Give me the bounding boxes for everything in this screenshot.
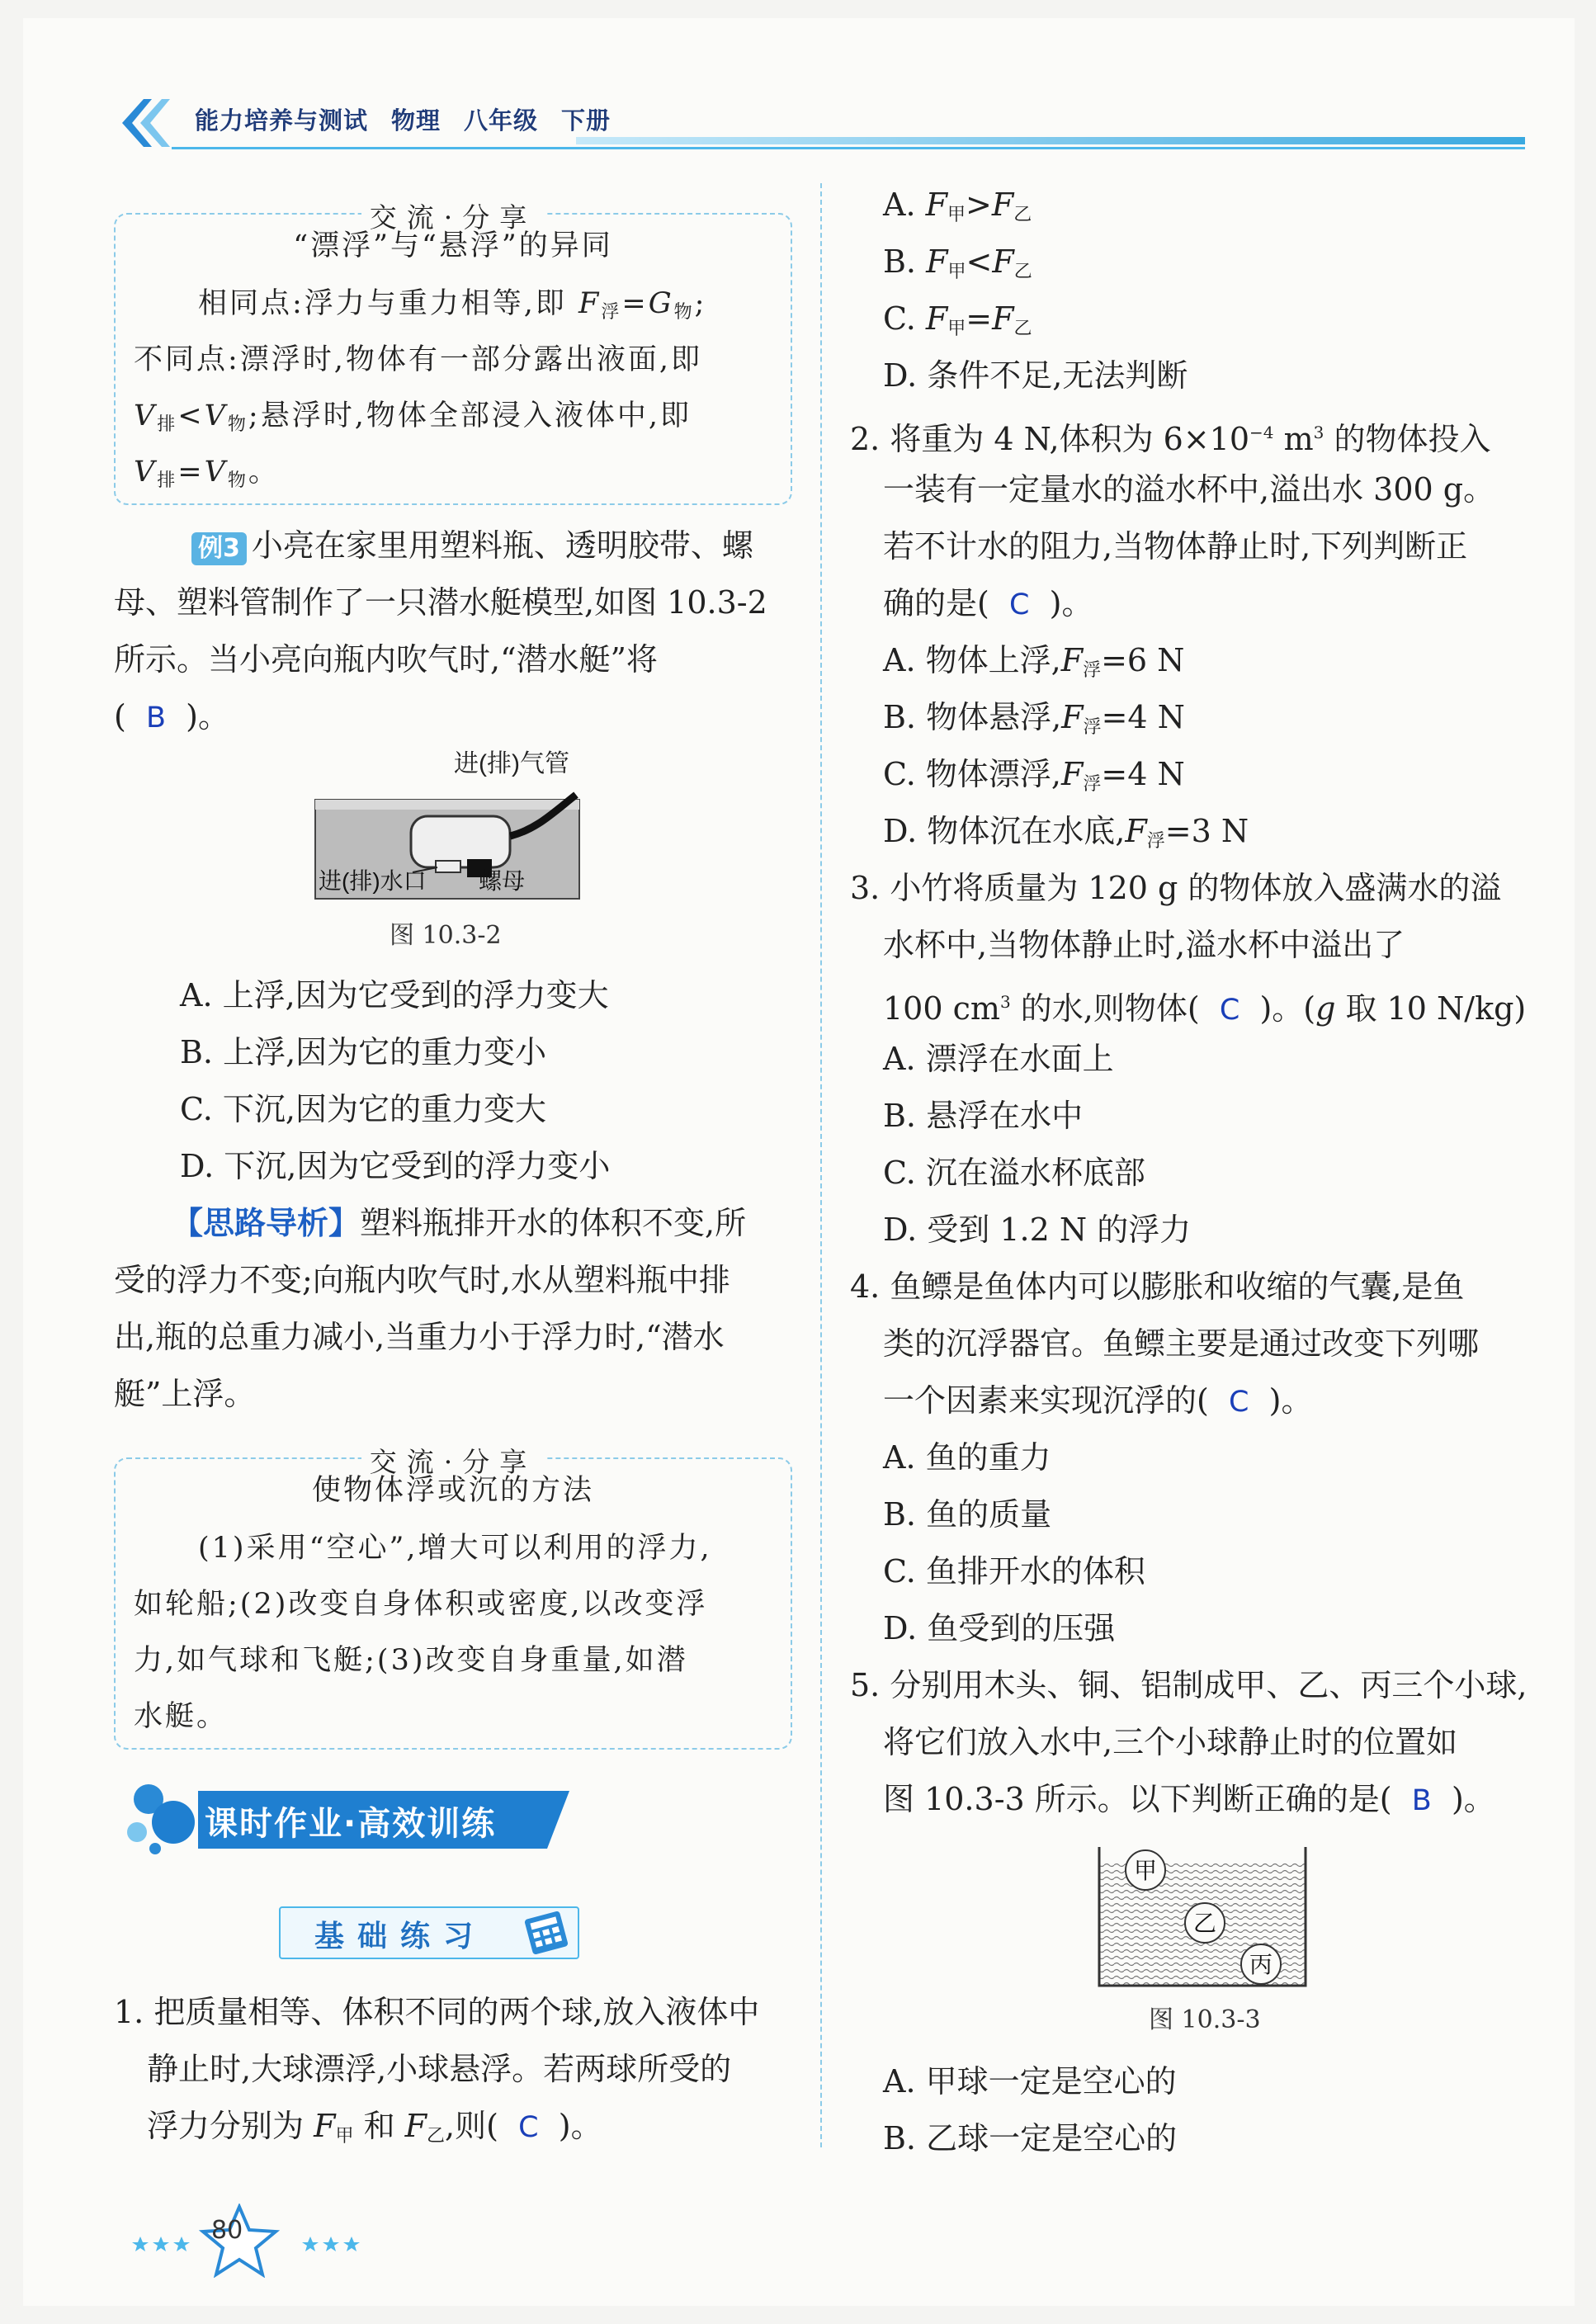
share-line-diff: 不同点:漂浮时,物体有一部分露出液面,即 <box>134 343 703 376</box>
q2-option-c: C. 物体漂浮$,F_浮=4$ N <box>883 756 1185 795</box>
q4-line2: 类的沉浮器官。鱼鳔主要是通过改变下列哪 <box>883 1325 1480 1362</box>
q4-option-c: C. 鱼排开水的体积 <box>883 1553 1145 1589</box>
figure-10-3-3-balls <box>1094 1842 1310 1991</box>
q2-option-a: A. 物体上浮$,F_浮=6$ N <box>883 642 1185 681</box>
example3-line3: 所示。当小亮向瓶内吹气时,“潜水艇”将 <box>114 641 658 678</box>
fig-label-nut: 螺母 <box>479 868 526 894</box>
q4-line3: 一个因素来实现沉浮的( C )。 <box>883 1382 1313 1419</box>
share-box-2-subtitle: 使物体浮或沉的方法 <box>311 1474 594 1507</box>
q3-option-b: B. 悬浮在水中 <box>883 1098 1084 1134</box>
example3-answer-line: ( B )。 <box>114 698 229 735</box>
q3-line1: 3. 小竹将质量为 120 g 的物体放入盛满水的溢 <box>850 870 1502 906</box>
example3-hint-line4: 艇”上浮。 <box>114 1376 256 1412</box>
page-header <box>114 91 1525 155</box>
calculator-icon <box>523 1911 569 1954</box>
q1-option-a: A. $F_甲>F_乙$ <box>883 187 1032 225</box>
q3-option-a: A. 漂浮在水面上 <box>883 1041 1114 1077</box>
q1-option-b: B. $F_甲<F_乙$ <box>883 243 1032 282</box>
share-box-title: 交流·分享 <box>116 196 791 235</box>
q2-option-b: B. 物体悬浮$,F_浮=4$ N <box>883 699 1185 738</box>
q4-option-a: A. 鱼的重力 <box>883 1439 1051 1476</box>
share-line-suspend: $V_排=V_物$。 <box>134 456 280 491</box>
example3-line1: 例3 小亮在家里用塑料瓶、透明胶带、螺 <box>191 517 753 574</box>
q2-line1: 2. 将重为 4 N,体积为 $6\times 10^{-4}$ $m^3$ 的物体投入 <box>850 421 1491 457</box>
example3-option-a: A. 上浮,因为它受到的浮力变大 <box>180 977 609 1013</box>
q3-option-d: D. 受到 1.2 N 的浮力 <box>883 1212 1192 1248</box>
header-rule <box>172 147 1525 149</box>
q2-option-d: D. 物体沉在水底$,F_浮=3$ N <box>883 813 1249 852</box>
hint-label: 【思路导析】 <box>172 1205 361 1241</box>
q1-line2: 静止时,大球漂浮,小球悬浮。若两球所受的 <box>147 2051 732 2087</box>
q3-answer: C <box>1219 994 1240 1027</box>
example3-option-c: C. 下沉,因为它的重力变大 <box>180 1091 546 1127</box>
page-number: 80 <box>211 2216 243 2245</box>
q3-line2: 水杯中,当物体静止时,溢水杯中溢出了 <box>883 927 1405 963</box>
q2-answer: C <box>1009 588 1030 621</box>
share2-line3: 力,如气球和飞艇;(3)改变自身重量,如潜 <box>134 1644 688 1677</box>
header-volume: 下册 <box>561 106 611 135</box>
q2-line4: 确的是( C )。 <box>883 585 1093 621</box>
example3-line2: 母、塑料管制作了一只潜水艇模型,如图 10.3-2 <box>114 584 767 621</box>
fig-label-inlet: 进(排)水口 <box>319 868 427 894</box>
example3-option-d: D. 下沉,因为它受到的浮力变小 <box>180 1148 611 1184</box>
q3-line3: 100 $cm^3$ 的水,则物体( C )。(g 取 10 N/kg) <box>883 990 1527 1027</box>
basic-practice-text: 基础练习 <box>314 1920 486 1953</box>
header-bar <box>576 137 1525 144</box>
q5-option-a: A. 甲球一定是空心的 <box>883 2063 1177 2100</box>
share-line-same: 相同点:浮力与重力相等,即 $F_浮=G_物$; <box>198 287 707 323</box>
fig-label-pipe: 进(排)气管 <box>454 750 569 777</box>
figure-10-3-3-caption: 图 10.3-3 <box>1149 2005 1261 2034</box>
q4-line1: 4. 鱼鳔是鱼体内可以膨胀和收缩的气囊,是鱼 <box>850 1268 1465 1305</box>
ball-label-yi: 乙 <box>1192 1910 1217 1937</box>
q1-line3: 浮力分别为 $F_甲$ 和 $F_乙$,则( C )。 <box>147 2108 602 2147</box>
q4-option-d: D. 鱼受到的压强 <box>883 1610 1116 1646</box>
ball-label-bing: 丙 <box>1249 1951 1273 1978</box>
page-number-star-icon <box>124 2204 371 2278</box>
share2-line1: (1)采用“空心”,增大可以利用的浮力, <box>198 1532 712 1565</box>
figure-10-3-2-submarine <box>314 747 594 904</box>
q3-option-c: C. 沉在溢水杯底部 <box>883 1155 1145 1191</box>
example3-answer: B <box>145 701 166 735</box>
q2-line2: 一装有一定量水的溢水杯中,溢出水 300 g。 <box>883 471 1495 508</box>
header-arrow-icon <box>114 97 172 149</box>
header-title <box>195 102 634 136</box>
q4-option-b: B. 鱼的质量 <box>883 1496 1052 1533</box>
header-series: 能力培养与测试 <box>195 106 369 135</box>
example3-option-b: B. 上浮,因为它的重力变小 <box>180 1034 547 1070</box>
q1-option-d: D. 条件不足,无法判断 <box>883 357 1188 394</box>
share-box-float-suspend <box>114 201 792 505</box>
ball-label-jia: 甲 <box>1133 1857 1158 1884</box>
header-grade: 八年级 <box>464 106 539 135</box>
example3-hint-line2: 受的浮力不变;向瓶内吹气时,水从塑料瓶中排 <box>114 1262 730 1298</box>
section-title: 课时作业·高效训练 <box>205 1805 497 1843</box>
example3-badge: 例3 <box>191 532 247 565</box>
share-box-subtitle: “漂浮”与“悬浮”的异同 <box>293 229 613 262</box>
figure-10-3-2-caption: 图 10.3-2 <box>390 921 502 950</box>
q4-answer: C <box>1229 1386 1249 1419</box>
q1-option-c: C. $F_甲=F_乙$ <box>883 300 1032 339</box>
q2-line3: 若不计水的阻力,当物体静止时,下列判断正 <box>883 528 1468 564</box>
share-box-float-sink <box>114 1446 792 1750</box>
column-divider <box>820 183 822 2147</box>
q5-option-b: B. 乙球一定是空心的 <box>883 2120 1178 2156</box>
basic-practice-label <box>279 1906 579 1959</box>
q5-line3: 图 10.3-3 所示。以下判断正确的是( B )。 <box>883 1781 1495 1817</box>
example3-hint-line3: 出,瓶的总重力减小,当重力小于浮力时,“潜水 <box>114 1319 725 1355</box>
q1-line1: 1. 把质量相等、体积不同的两个球,放入液体中 <box>114 1994 760 2030</box>
share2-line2: 如轮船;(2)改变自身体积或密度,以改变浮 <box>134 1588 708 1621</box>
share-box-2-title: 交流·分享 <box>116 1441 791 1480</box>
q5-line2: 将它们放入水中,三个小球静止时的位置如 <box>883 1724 1458 1760</box>
q5-answer: B <box>1411 1784 1432 1817</box>
share-line-float: $V_排<V_物$;悬浮时,物体全部浸入液体中,即 <box>134 399 692 435</box>
share2-line4: 水艇。 <box>134 1700 229 1733</box>
q5-line1: 5. 分别用木头、铜、铝制成甲、乙、丙三个小球, <box>850 1667 1528 1703</box>
header-subject: 物理 <box>391 106 441 135</box>
q1-answer: C <box>518 2111 539 2144</box>
example3-hint-line1: 【思路导析】塑料瓶排开水的体积不变,所 <box>172 1205 747 1241</box>
